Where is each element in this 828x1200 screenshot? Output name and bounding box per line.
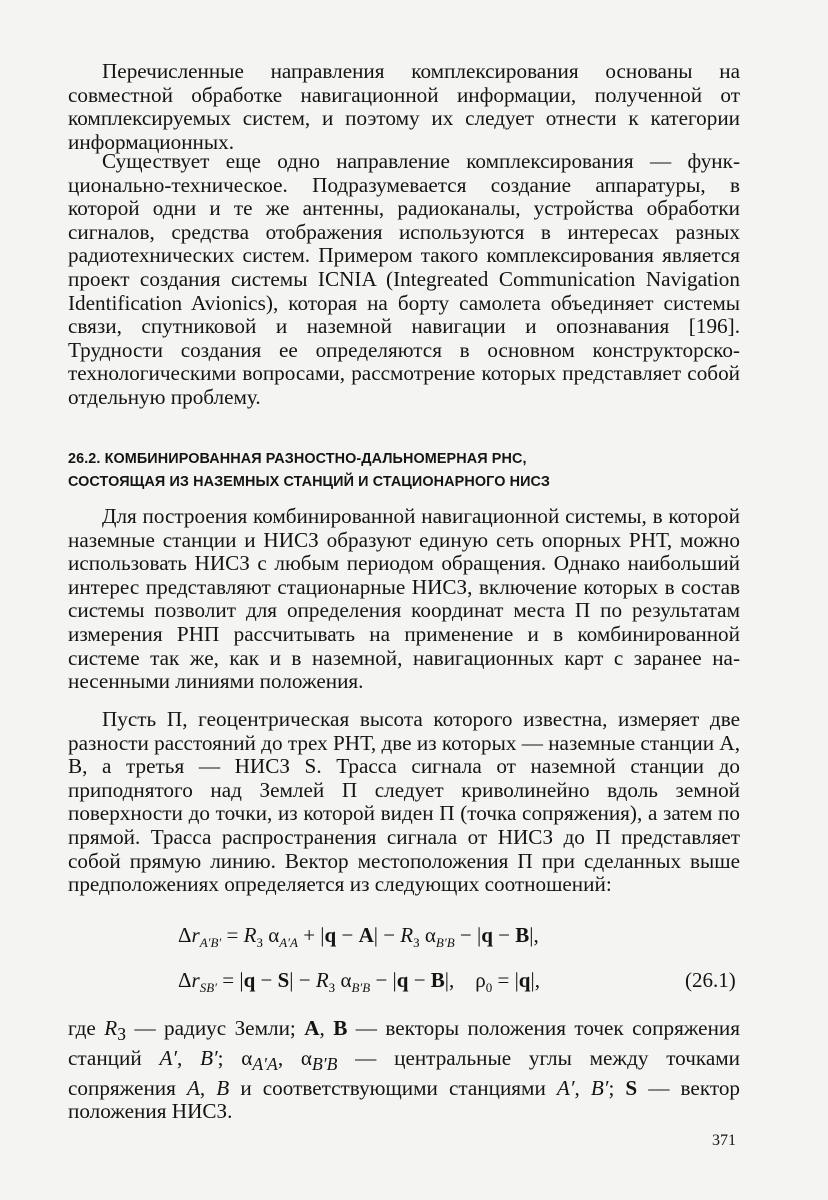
para5-run-1: где [68,1016,105,1040]
paragraph-4: Пусть П, геоцентрическая высота которого известна, измеряет две разности расстояний до трех РНТ, две из которых — наземные станции A, B, а третья — НИСЗ S. Трасса сигнала от наземной станции до приподнятого над Землей П следует криволинейно вдоль земной поверхности до точки, из которой виден П (точка сопряжения), а затем по прямой. Трасса распространения сигнала от НИСЗ до П представляет собой прямую линию. Вектор местоположения П при сделанных выше предположениях определяется из следующих соотношений: [68,707,740,897]
equation-number: (26.1) [685,968,736,992]
page-number: 371 [712,1132,736,1149]
paragraph-1: Перечисленные направления комплексирования основаны на совместной обработке навигационной информации, полученной от комплексируемых систем, и поэтому их следует отнести к категории информационных. [68,59,740,154]
para5-run-4: — центральные углы между точками сопряжения [68,1045,740,1100]
section-heading-line-1: 26.2. КОМБИНИРОВАННАЯ РАЗНОСТНО-ДАЛЬНОМЕРНАЯ РНС, [68,451,527,467]
paragraph-5: где $R_З$ — радиус Земли; A, B — векторы положения точек сопряжения станций A′, B′; $\alpha_{A'A}$, $\alpha_{B'B}$ — центральные углы между точками сопряжения A, B и соответствующими станциями A′, B′; S — вектор положения НИСЗ. [68,1016,741,1124]
para5-run-5: и соответствующими станциями [229,1075,557,1100]
paragraph-3: Для построения комбинированной навигационной системы, в которой наземные станции и НИСЗ образуют единую сеть опорных РНТ, можно использовать НИСЗ с любым периодом обращения. Однако наибольший интерес представляют стационарные НИСЗ, включение которых в состав системы позволит для определения координат места П по результатам измерения РНП рассчитывать на применение и в комбинированной системе так же, как и в наземной, навигационных карт с заранее нанесенными линиями положения. [68,504,740,694]
para5-run-3: — векторы положения точек сопряжения станций [68,1016,740,1070]
equation-line-2-text: $\Delta r_{SB'} = |q - S| - R_З$ $\alpha_{B'B} - |q - B|$, $\rho_0 = |q|$, [178,968,540,996]
section-heading [68,448,740,494]
equation-line-1-text: $\Delta r_{A'B'} = R_З$ $\alpha_{A'A} + |q - A| - R_З$ $\alpha_{B'B} - |q - B|$, [178,923,539,951]
section-heading-line-2: СОСТОЯЩАЯ ИЗ НАЗЕМНЫХ СТАНЦИЙ И СТАЦИОНАРНОГО НИСЗ [68,474,550,490]
para5-run-2: — радиус Земли; [126,1016,305,1040]
para5-run-6: — вектор положения НИСЗ. [68,1075,741,1124]
paragraph-2: Существует еще одно направление комплексирования — функционально-техническое. Подразумевается создание аппаратуры, в которой одни и те же антенны, радиоканалы, устройства обработки сигналов, средства отображения используются в интересах разных радиотехнических систем. Примером такого комплексирования является проект создания системы ICNIA (Integreated Communication Navigation Identification Avionics), которая на борту самолета объединяет системы связи, спутниковой и наземной навигации и опознавания [196]. Трудности создания ее определяются в основном конструкторско-технологическими вопросами, рассмотрение которых представляет собой отдельную проблему. [68,149,740,409]
